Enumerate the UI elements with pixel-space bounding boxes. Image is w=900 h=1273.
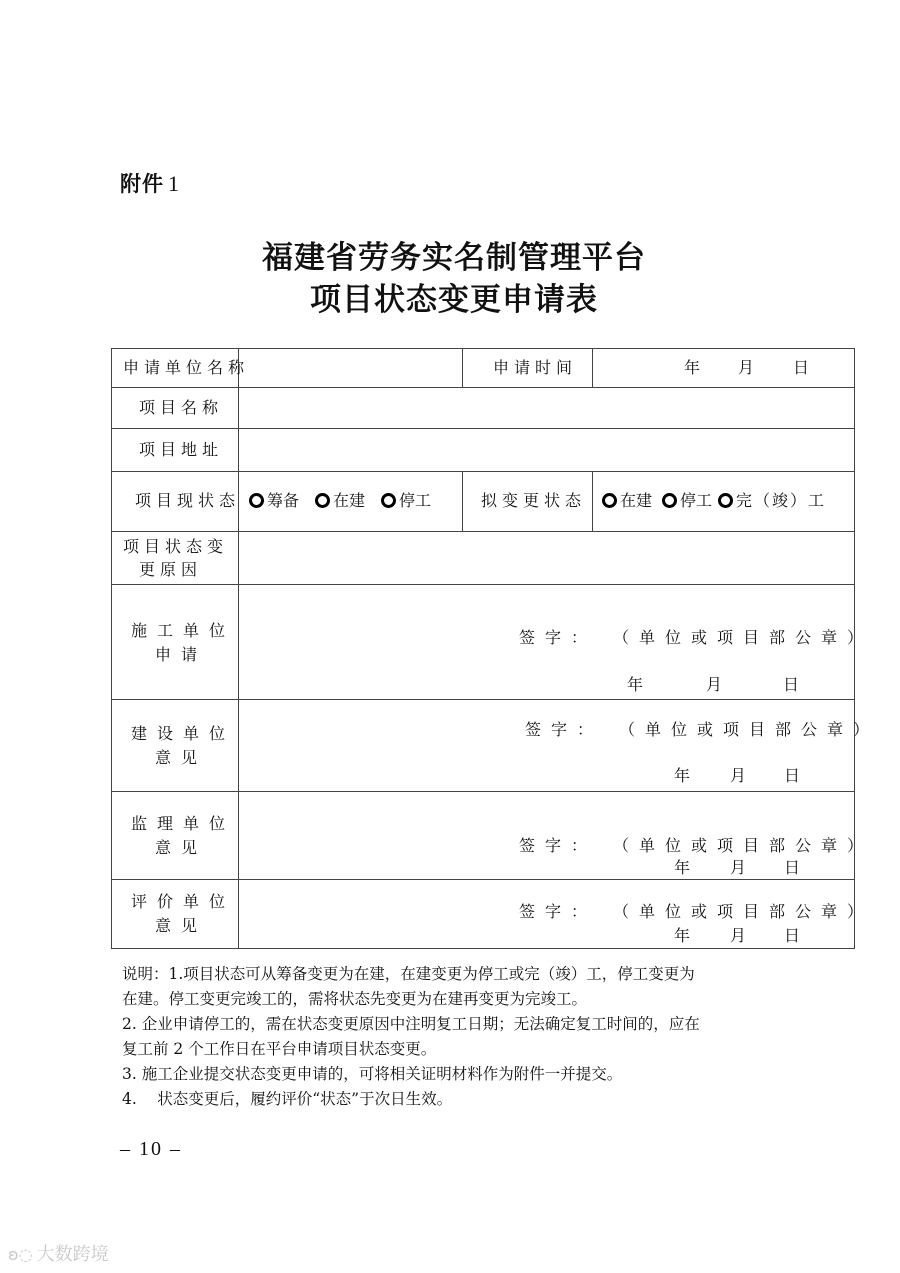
proposed-option-suspended[interactable]: 停工 — [662, 491, 712, 511]
proposed-option-completed[interactable]: 完（竣）工 — [718, 491, 826, 511]
apply-time-year: 年 — [684, 358, 701, 377]
current-status-label: 项目现状态 — [135, 491, 241, 510]
supervisor-label-line2: 意见 — [155, 838, 208, 857]
evaluator-seal-note: （单位或项目部公章） — [613, 902, 874, 921]
application-form — [111, 348, 880, 949]
note-line: 在建。停工变更完竣工的，需将状态先变更为在建再变更为完竣工。 — [122, 990, 588, 1008]
note-line: 4. 状态变更后，履约评价“状态”于次日生效。 — [122, 1090, 453, 1108]
contractor-seal-note: （单位或项目部公章） — [613, 628, 874, 647]
apply-time-label: 申请时间 — [493, 358, 578, 377]
change-reason-label-line2: 更原因 — [139, 560, 203, 579]
applicant-name-label: 申请单位名称 — [123, 358, 250, 377]
note-line: 复工前 2 个工作日在平台申请项目状态变更。 — [122, 1040, 437, 1058]
note-line: 2. 企业申请停工的，需在状态变更原因中注明复工日期；无法确定复工时间的，应在 — [122, 1015, 700, 1033]
proposed-status-label: 拟变更状态 — [481, 491, 587, 510]
supervisor-sign-label: 签字： — [519, 836, 598, 855]
owner-date-year: 年 — [674, 766, 691, 785]
radio-icon — [718, 493, 733, 508]
status-option-preparing[interactable]: 筹备 — [249, 491, 299, 511]
owner-label-line2: 意见 — [155, 748, 208, 767]
page-title-line1: 福建省劳务实名制管理平台 — [262, 240, 646, 276]
radio-icon — [662, 493, 677, 508]
radio-icon — [315, 493, 330, 508]
proposed-option-building[interactable]: 在建 — [602, 491, 652, 511]
note-line: 说明：1.项目状态可从筹备变更为在建，在建变更为停工或完（竣）工，停工变更为 — [122, 965, 695, 983]
evaluator-date-year: 年 — [674, 926, 691, 945]
contractor-date-year: 年 — [627, 675, 644, 694]
project-address-label: 项目地址 — [139, 440, 224, 459]
radio-icon — [249, 493, 264, 508]
owner-date-day: 日 — [784, 766, 801, 785]
owner-label-line1: 建设单位 — [131, 724, 236, 743]
status-option-building[interactable]: 在建 — [315, 491, 365, 511]
project-name-label: 项目名称 — [139, 398, 224, 417]
current-status-options — [249, 491, 447, 511]
page-title-line2: 项目状态变更申请表 — [310, 282, 598, 318]
owner-seal-note: （单位或项目部公章） — [619, 720, 880, 739]
change-reason-label-line1: 项目状态变 — [123, 537, 229, 556]
supervisor-seal-note: （单位或项目部公章） — [613, 836, 874, 855]
contractor-sign-label: 签字： — [519, 628, 598, 647]
proposed-status-options — [602, 491, 826, 511]
evaluator-sign-label: 签字： — [519, 902, 598, 921]
contractor-label-line1: 施工单位 — [131, 621, 236, 640]
apply-time-day: 日 — [793, 358, 810, 377]
apply-time-month: 月 — [738, 358, 755, 377]
watermark — [8, 1240, 109, 1266]
owner-date-month: 月 — [730, 766, 747, 785]
supervisor-label-line1: 监理单位 — [131, 814, 236, 833]
supervisor-date-year: 年 — [674, 858, 691, 877]
brand-logo-icon: ʚ◌ — [8, 1245, 33, 1264]
contractor-label-line2: 申请 — [155, 645, 208, 664]
supervisor-date-month: 月 — [730, 858, 747, 877]
status-option-suspended[interactable]: 停工 — [381, 491, 431, 511]
page-number: – 10 – — [120, 1138, 182, 1160]
supervisor-date-day: 日 — [784, 858, 801, 877]
radio-icon — [602, 493, 617, 508]
evaluator-label-line1: 评价单位 — [131, 892, 236, 911]
watermark-text: 大数跨境 — [36, 1244, 109, 1265]
evaluator-label-line2: 意见 — [155, 916, 208, 935]
evaluator-date-month: 月 — [730, 926, 747, 945]
owner-sign-label: 签字： — [525, 720, 604, 739]
contractor-date-day: 日 — [783, 675, 800, 694]
contractor-date-month: 月 — [706, 675, 723, 694]
radio-icon — [381, 493, 396, 508]
notes — [122, 962, 822, 1112]
attachment-number: 1 — [168, 171, 180, 196]
attachment-label: 附件 1 — [120, 171, 180, 196]
evaluator-date-day: 日 — [784, 926, 801, 945]
note-line: 3. 施工企业提交状态变更申请的，可将相关证明材料作为附件一并提交。 — [122, 1065, 623, 1083]
